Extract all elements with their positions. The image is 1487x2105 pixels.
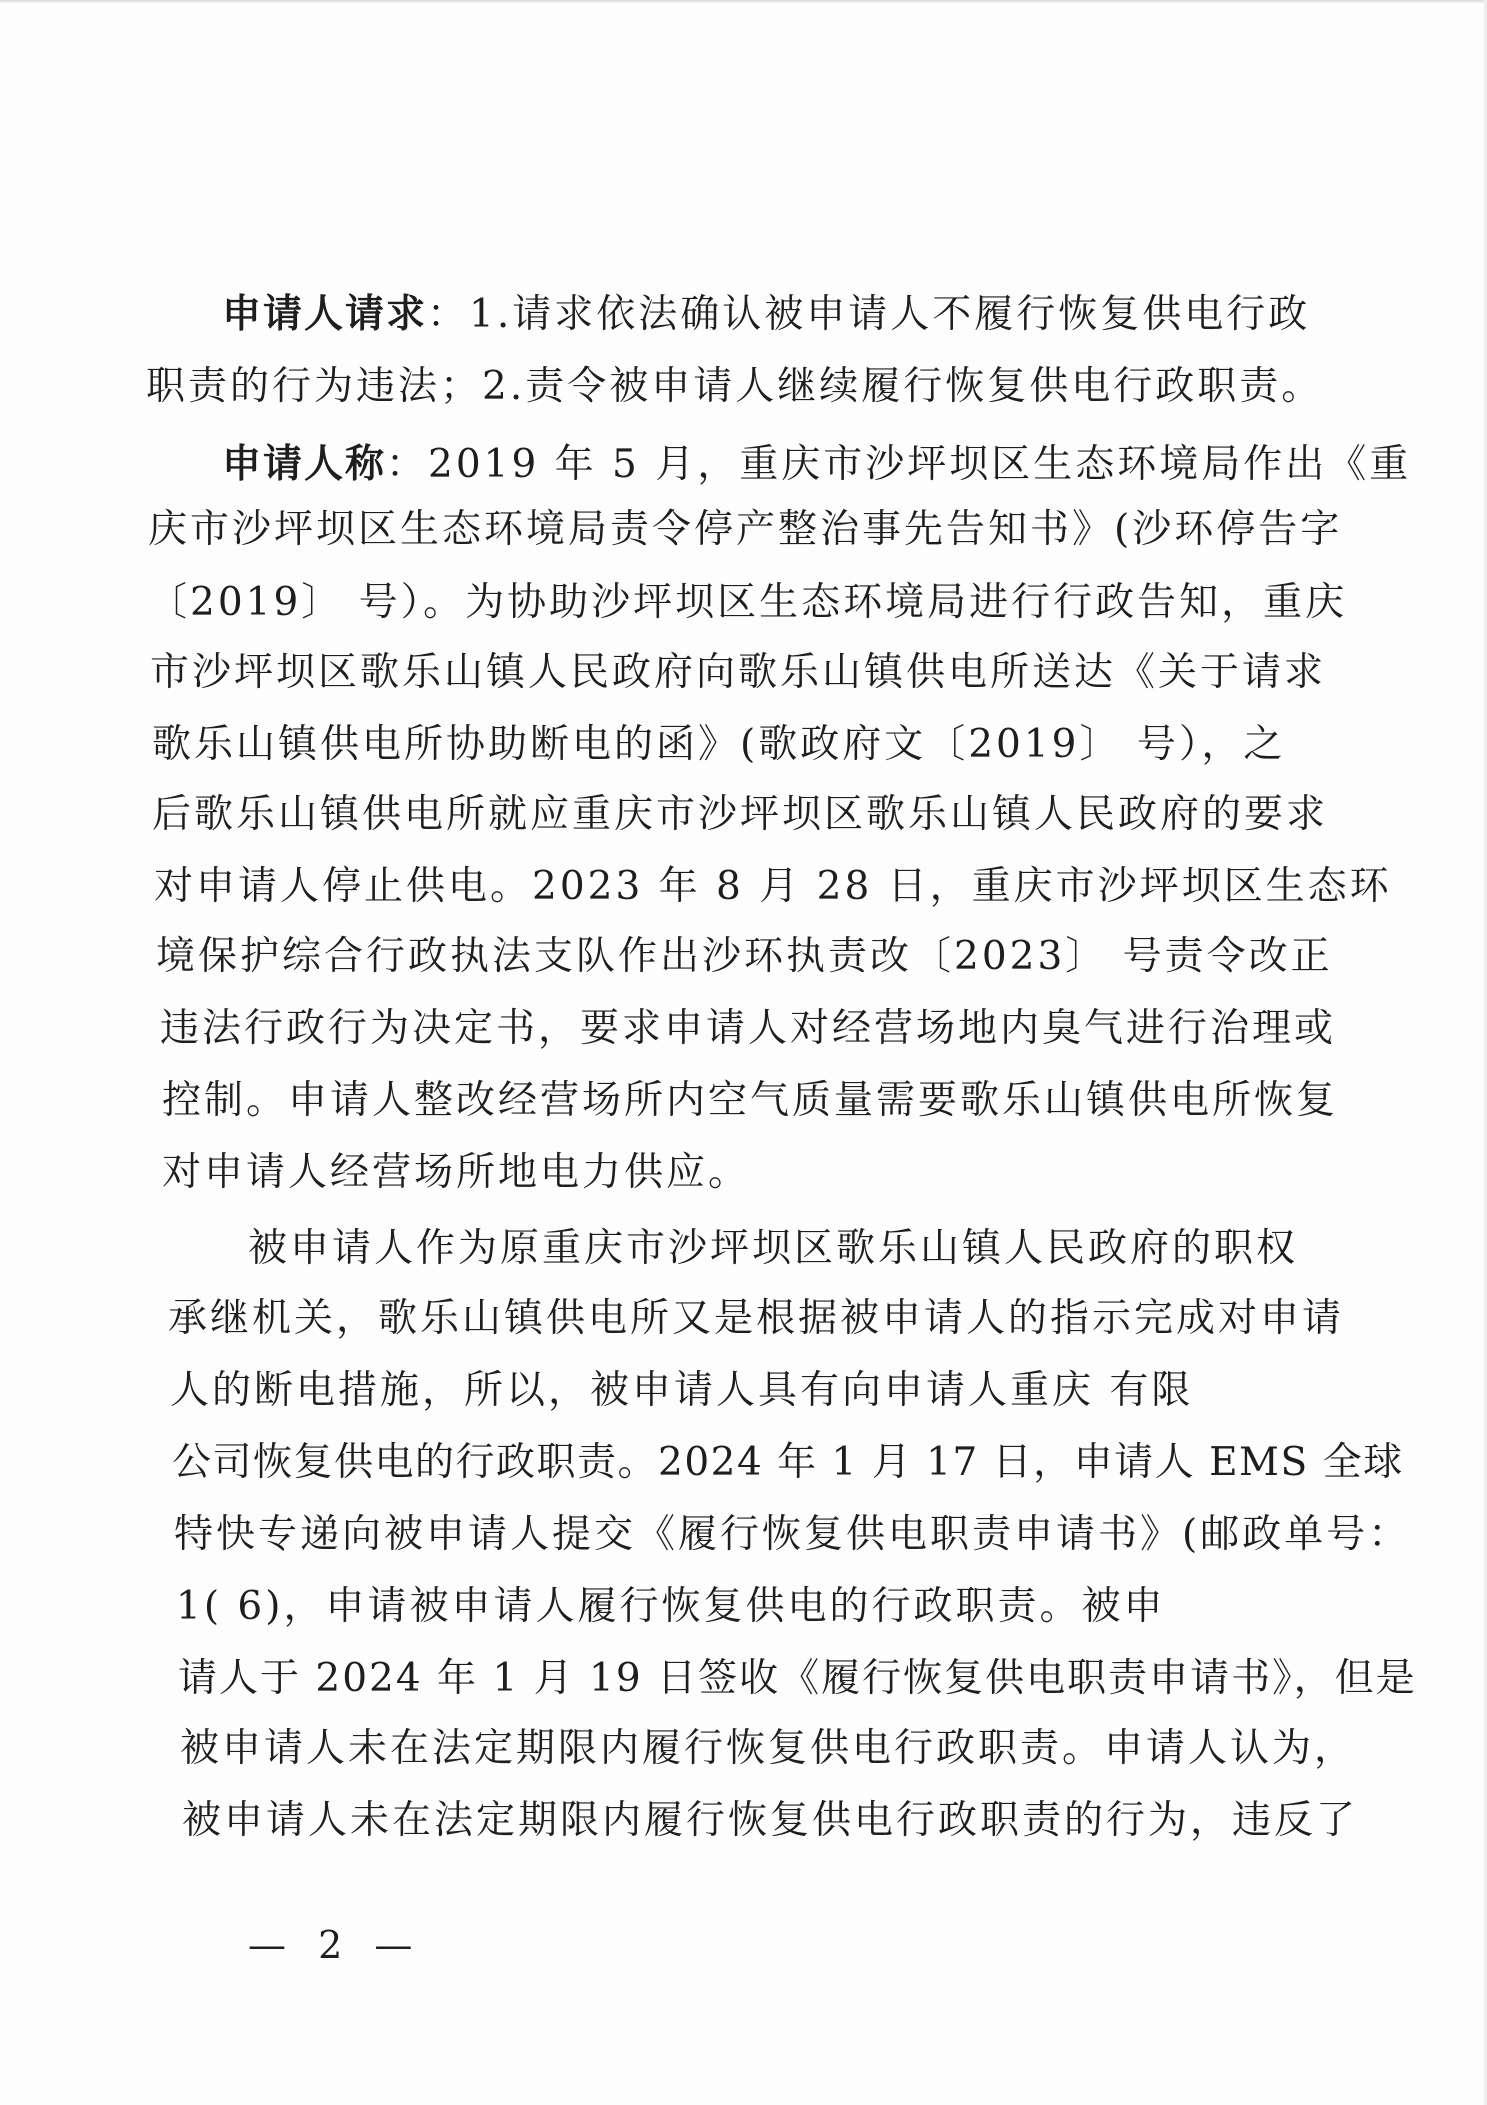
line-text: 违法行政行为决定书，要求申请人对经营场地内臭气进行治理或 [160,1006,1337,1051]
line-text: 歌乐山镇供电所协助断电的函》(歌政府文〔2019〕 号），之 [152,722,1286,767]
text-line [176,1582,1165,1632]
line-text: ：2019 年 5 月，重庆市沙坪坝区生态环境局作出《重 [386,442,1412,487]
line-text: 对申请人经营场所地电力供应。 [162,1150,751,1195]
text-line [172,1438,1404,1488]
line-text: 人的断电措施，所以，被申请人具有向申请人重庆 有限 [170,1368,1194,1413]
line-text: 后歌乐山镇供电所就应重庆市沙坪坝区歌乐山镇人民政府的要求 [152,792,1329,837]
line-text: 1( 6)，申请被申请人履行恢复供电的行政职责。被申 [176,1584,1166,1629]
text-line [178,1654,1417,1704]
line-text: 被申请人作为原重庆市沙坪坝区歌乐山镇人民政府的职权 [248,1226,1299,1271]
line-text: 请人于 2024 年 1 月 19 日签收《履行恢复供电职责申请书》，但是 [178,1656,1417,1701]
text-line [150,648,1326,698]
text-line [180,1724,1356,1774]
line-text: 境保护综合行政执法支队作出沙环执责改〔2023〕 号责令改正 [156,934,1333,979]
line-text: 特快专递向被申请人提交《履行恢复供电职责申请书》(邮政单号： [174,1512,1411,1557]
line-text: 被申请人未在法定期限内履行恢复供电行政职责。申请人认为， [180,1726,1357,1771]
text-line [248,1224,1298,1274]
text-line [162,1148,750,1198]
text-line [146,362,1323,412]
text-line [160,1004,1336,1054]
text-line [222,290,1310,340]
text-line [222,440,1411,490]
line-text: ：1.请求依法确认被申请人不履行恢复供电行政 [427,292,1311,337]
line-text: 被申请人未在法定期限内履行恢复供电行政职责的行为，违反了 [182,1798,1359,1843]
section-lead: 申请人称 [222,442,387,487]
text-line [162,1076,1338,1126]
scan-edge [0,0,1487,4]
text-line [174,1510,1410,1560]
line-text: 公司恢复供电的行政职责。2024 年 1 月 17 日，申请人 EMS 全球 [172,1440,1404,1485]
line-text: 对申请人停止供电。2023 年 8 月 28 日，重庆市沙坪坝区生态环 [154,864,1392,909]
section-lead: 申请人请求 [222,292,428,337]
text-line [148,578,1347,628]
text-line [152,720,1285,770]
line-text: 职责的行为违法；2.责令被申请人继续履行恢复供电行政职责。 [146,364,1324,409]
text-line [168,1294,1344,1344]
line-text: 控制。申请人整改经营场所内空气质量需要歌乐山镇供电所恢复 [162,1078,1339,1123]
text-line [154,862,1392,912]
text-line [152,790,1328,840]
line-text: 市沙坪坝区歌乐山镇人民政府向歌乐山镇供电所送达《关于请求 [150,650,1327,695]
line-text: 庆市沙坪坝区生态环境局责令停产整治事先告知书》(沙环停告字 [148,507,1343,552]
text-line [170,1366,1193,1416]
text-line [156,932,1333,982]
line-text: 〔2019〕 号）。为协助沙坪坝区生态环境局进行行政告知，重庆 [148,580,1348,625]
text-line [182,1796,1358,1846]
page-number: — 2 — [248,1923,423,1967]
text-line [148,505,1342,555]
line-text: 承继机关，歌乐山镇供电所又是根据被申请人的指示完成对申请 [168,1296,1345,1341]
